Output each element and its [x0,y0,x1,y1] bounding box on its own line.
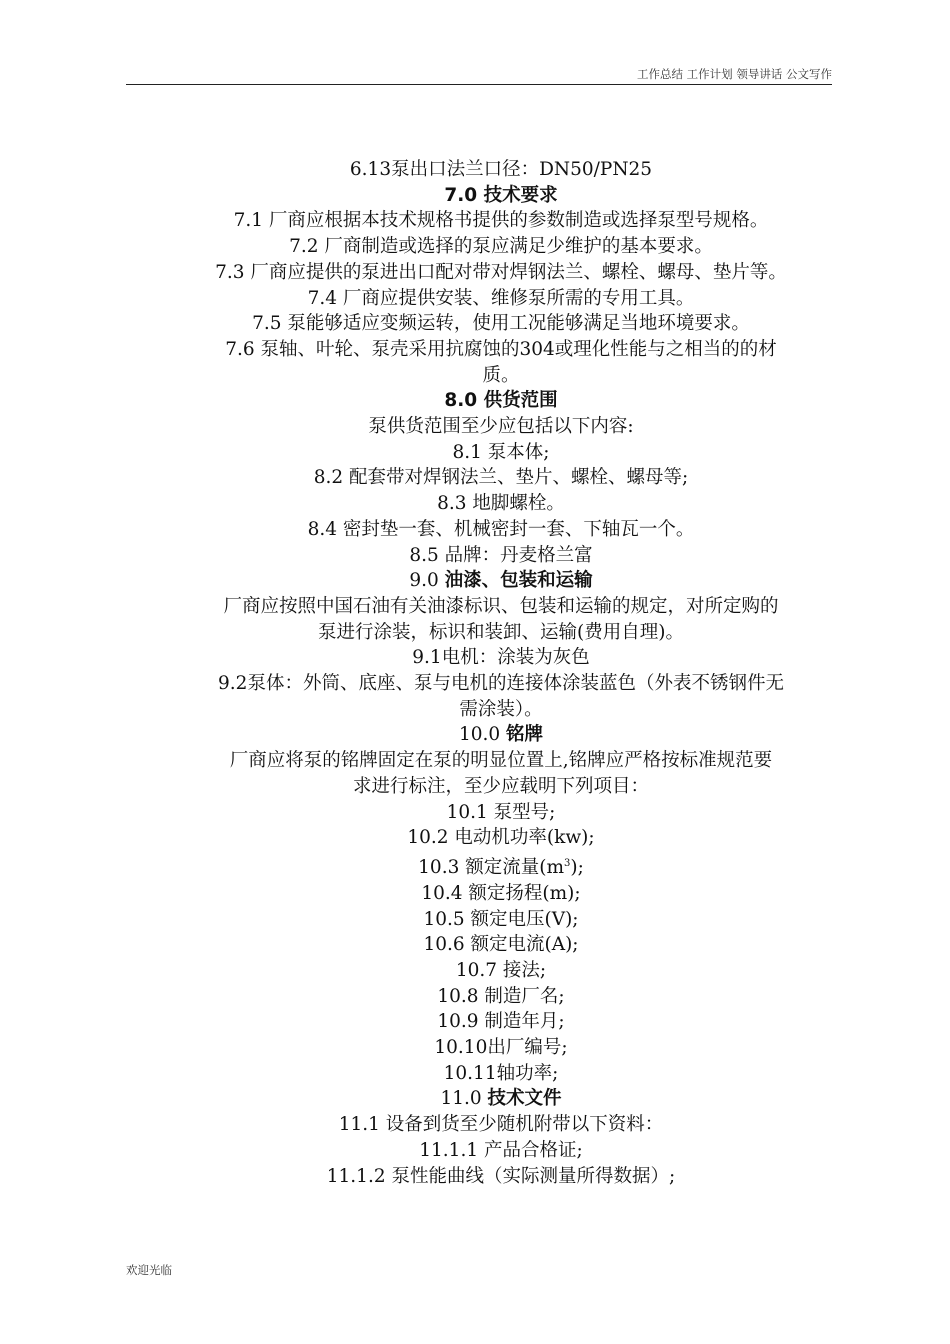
text-line: 9.1电机：涂装为灰色 [412,647,590,669]
section-heading: 7.0 技术要求 [444,184,558,206]
text-line: 厂商应将泵的铭牌固定在泵的明显位置上,铭牌应严格按标准规范要 [229,750,773,772]
page-header [126,66,832,85]
superscript: 3 [564,857,571,869]
list-item: 8.2 配套带对焊钢法兰、垫片、螺栓、螺母等; [313,467,689,489]
list-item: 10.9 制造年月; [437,1011,565,1033]
list-item: 10.1 泵型号; [446,801,556,823]
list-item: 10.10出厂编号; [434,1037,568,1059]
header-text: 工作总结 工作计划 领导讲话 公文写作 [637,67,832,81]
list-item: 11.1 设备到货至少随机附带以下资料： [338,1114,664,1136]
list-item: 8.4 密封垫一套、机械密封一套、下轴瓦一个。 [307,518,695,540]
list-item: 11.1.1 产品合格证; [419,1139,583,1161]
text-line: 7.3 厂商应提供的泵进出口配对带对焊钢法兰、螺栓、螺母、垫片等。 [215,261,787,283]
section-number: 9.0 [409,570,445,592]
section-heading [165,568,837,594]
list-item: 10.5 额定电压(V); [423,908,579,930]
text-line: 7.6 泵轴、叶轮、泵壳采用抗腐蚀的304或理化性能与之相当的的材 [225,338,777,360]
text-line: 7.5 泵能够适应变频运转，使用工况能够满足当地环境要求。 [252,313,750,335]
text-line: 泵进行涂装，标识和装卸、运输(费用自理)。 [318,621,684,643]
text-line: 9.2泵体：外筒、底座、泵与电机的连接体涂装蓝色（外表不锈钢件无 [218,673,784,695]
section-title: 油漆、包装和运输 [444,570,593,592]
list-item-text: ); [570,857,584,879]
text-line: 需涂装）。 [459,698,543,720]
text-line: 6.13泵出口法兰口径：DN50/PN25 [349,159,653,180]
section-heading [165,722,837,748]
document-body [165,157,837,1189]
text-line: 质。 [482,364,520,386]
list-item: 11.1.2 泵性能曲线（实际测量所得数据）; [326,1165,676,1187]
list-item: 8.3 地脚螺栓。 [437,493,565,515]
section-heading [165,1086,837,1112]
list-item: 8.1 泵本体; [452,441,550,463]
list-item: 10.7 接法; [455,959,547,981]
text-line: 厂商应按照中国石油有关油漆标识、包装和运输的规定，对所定购的 [223,595,779,617]
section-title: 铭牌 [506,724,544,746]
section-number: 11.0 [440,1088,488,1110]
text-line: 泵供货范围至少应包括以下内容: [368,416,634,438]
list-item [165,851,837,881]
text-line: 7.1 厂商应根据本技术规格书提供的参数制造或选择泵型号规格。 [233,210,769,232]
section-title: 技术文件 [487,1088,562,1110]
list-item: 10.6 额定电流(A); [423,934,579,956]
list-item-text: 10.3 额定流量(m [418,857,564,879]
section-number: 10.0 [458,724,507,746]
text-line: 7.4 厂商应提供安装、维修泵所需的专用工具。 [307,287,695,309]
section-heading: 8.0 供货范围 [444,390,558,412]
list-item: 10.2 电动机功率(kw); [407,827,595,849]
list-item: 10.8 制造厂名; [437,985,565,1007]
list-item: 10.4 额定扬程(m); [421,882,581,904]
text-line: 7.2 厂商制造或选择的泵应满足少维护的基本要求。 [289,236,713,258]
list-item: 8.5 品牌：丹麦格兰富 [409,544,593,566]
list-item: 10.11轴功率; [443,1062,559,1084]
page-footer: 欢迎光临 [126,1263,172,1277]
text-line: 求进行标注，至少应载明下列项目： [352,775,649,797]
